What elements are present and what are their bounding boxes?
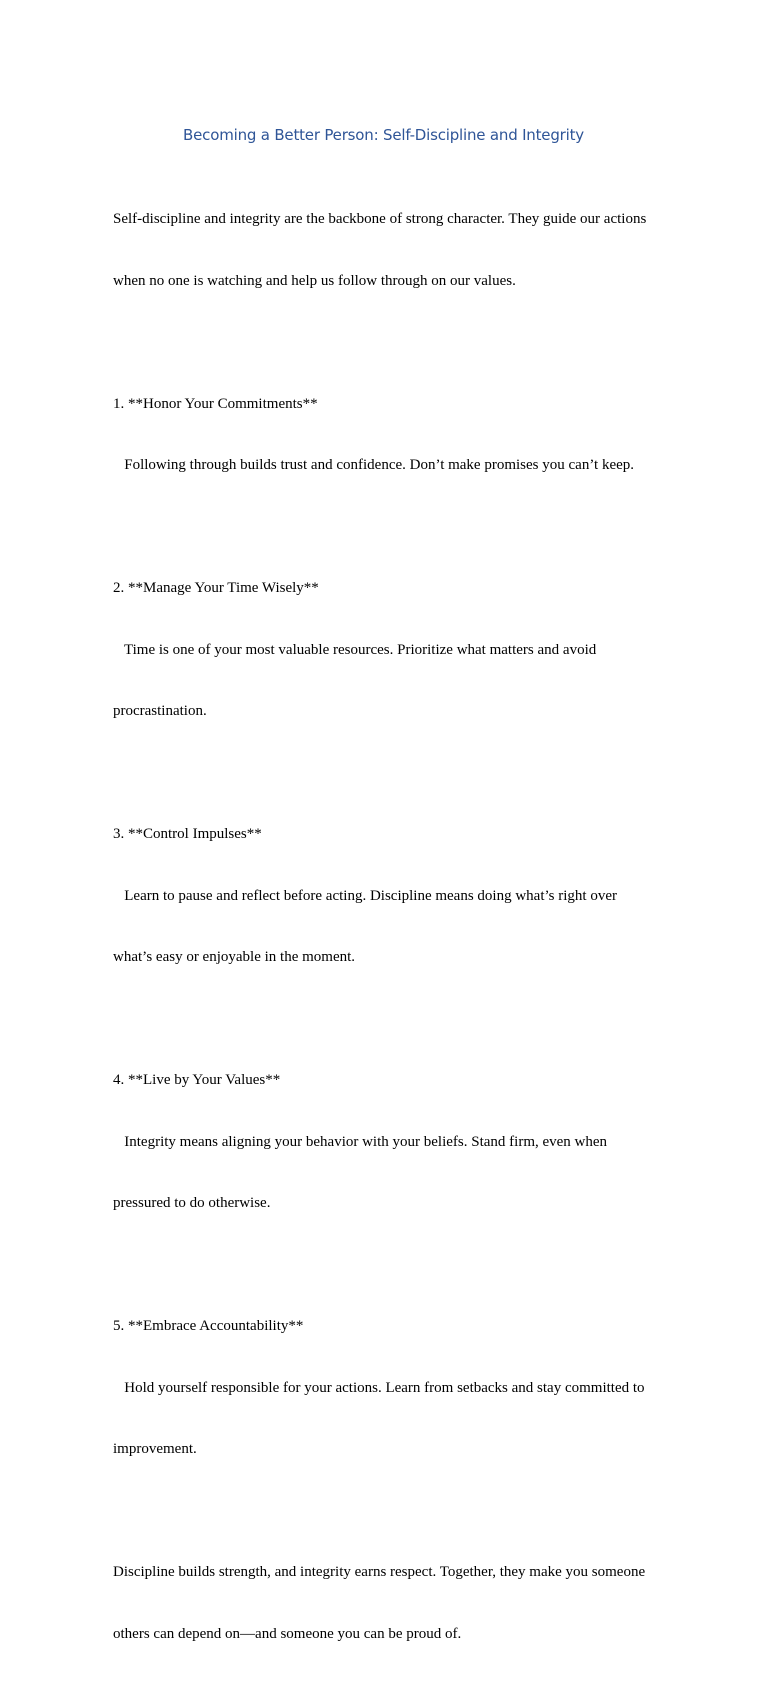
list-item-body: pressured to do otherwise. bbox=[113, 1195, 271, 1211]
list-item-5 bbox=[113, 1275, 661, 1501]
document-title: Becoming a Better Person: Self-Discipline and Integrity bbox=[183, 126, 584, 144]
list-item-heading: 4. **Live by Your Values** bbox=[113, 1072, 281, 1088]
conclusion-line: Discipline builds strength, and integrity earns respect. Together, they make you someone bbox=[113, 1564, 646, 1580]
document-body bbox=[113, 168, 661, 1706]
list-item-4 bbox=[113, 1029, 661, 1255]
list-item-heading: 3. **Control Impulses** bbox=[113, 826, 262, 842]
intro-paragraph bbox=[113, 168, 661, 332]
list-item-body: Following through builds trust and confidence. Don’t make promises you can’t keep. bbox=[113, 457, 635, 473]
list-item-body: procrastination. bbox=[113, 703, 207, 719]
list-item-heading: 1. **Honor Your Commitments** bbox=[113, 395, 318, 412]
list-item-body: Time is one of your most valuable resources. Prioritize what matters and avoid bbox=[113, 641, 597, 658]
list-item-body: Hold yourself responsible for your actions. Learn from setbacks and stay committed to bbox=[113, 1379, 645, 1396]
conclusion-paragraph bbox=[113, 1521, 661, 1685]
list-item-heading: 2. **Manage Your Time Wisely** bbox=[113, 580, 319, 596]
list-item-body: what’s easy or enjoyable in the moment. bbox=[113, 949, 356, 965]
list-item-2 bbox=[113, 537, 661, 763]
list-item-heading: 5. **Embrace Accountability** bbox=[113, 1318, 304, 1334]
list-item-body: improvement. bbox=[113, 1441, 197, 1457]
list-item-3 bbox=[113, 783, 661, 1009]
conclusion-line: others can depend on—and someone you can be proud of. bbox=[113, 1625, 462, 1642]
list-item-body: Learn to pause and reflect before acting. Discipline means doing what’s right over bbox=[113, 887, 617, 904]
list-item-body: Integrity means aligning your behavior with your beliefs. Stand firm, even when bbox=[113, 1133, 608, 1150]
intro-line: when no one is watching and help us follow through on our values. bbox=[113, 272, 516, 289]
intro-line: Self-discipline and integrity are the backbone of strong character. They guide our actions bbox=[113, 211, 647, 227]
list-item-1 bbox=[113, 353, 661, 517]
